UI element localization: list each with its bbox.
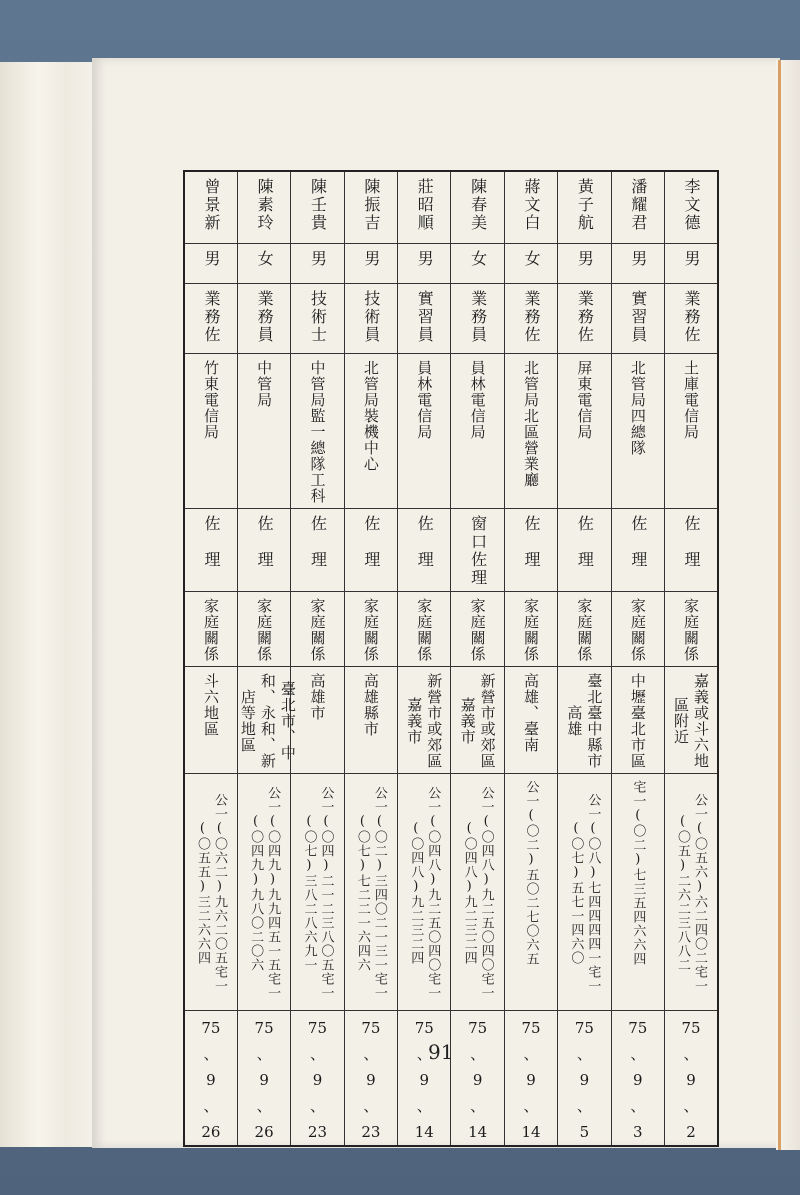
- area-cell: 新營市或郊區嘉義市: [398, 666, 451, 773]
- unit-cell: 北管局裝機中心: [344, 353, 397, 508]
- area-cell: 高雄縣市: [344, 666, 397, 773]
- grade-cell: 佐 理: [398, 508, 451, 591]
- date-year: 75: [574, 1018, 594, 1037]
- gender-cell: 女: [237, 243, 290, 283]
- grade-cell: 窗口佐理: [451, 508, 504, 591]
- title-cell: 業務員: [237, 283, 290, 353]
- gender-cell: 女: [504, 243, 557, 283]
- date-year: 75: [361, 1018, 381, 1037]
- grade-cell: 佐 理: [504, 508, 557, 591]
- page-edge-strip: [778, 60, 781, 1150]
- date-day: 23: [307, 1122, 328, 1141]
- row-date: [184, 1010, 718, 1146]
- date-day: 14: [468, 1122, 488, 1141]
- row-name: [184, 171, 718, 243]
- title-cell: 技術士: [291, 283, 344, 353]
- unit-cell: 員林電信局: [451, 353, 504, 508]
- row-title: [184, 283, 718, 353]
- phone-cell: 公一(〇二)三四〇二一三一宅一(〇七)七二二一六四六: [344, 773, 397, 1010]
- date-cell: 75 、 9 、 2: [665, 1010, 718, 1146]
- date-cell: 75 、 9 、 5: [558, 1010, 611, 1146]
- gender-cell: 男: [398, 243, 451, 283]
- name-cell: 陳壬貴: [291, 171, 344, 243]
- date-day: 5: [579, 1122, 590, 1141]
- grade-cell: 佐 理: [665, 508, 718, 591]
- title-cell: 實習員: [611, 283, 664, 353]
- page-number: 91: [428, 1040, 454, 1064]
- date-year: 75: [468, 1018, 488, 1037]
- unit-cell: 竹東電信局: [184, 353, 237, 508]
- date-day: 14: [521, 1122, 541, 1141]
- area-cell: 斗六地區: [184, 666, 237, 773]
- area-cell: 新營市或郊區嘉義市: [451, 666, 504, 773]
- gender-cell: 男: [611, 243, 664, 283]
- grade-cell: 佐 理: [611, 508, 664, 591]
- date-year: 75: [681, 1018, 701, 1037]
- date-cell: 75 、 9 、 23: [344, 1010, 397, 1146]
- relation-cell: 家庭關係: [504, 591, 557, 666]
- name-cell: 陳春美: [451, 171, 504, 243]
- date-year: 75: [628, 1018, 648, 1037]
- relation-cell: 家庭關係: [611, 591, 664, 666]
- date-year: 75: [307, 1018, 328, 1037]
- row-grade: [184, 508, 718, 591]
- phone-cell: 公一(〇五六)六二四〇二宅一(〇五)二六二三八八二: [665, 773, 718, 1010]
- gender-cell: 男: [665, 243, 718, 283]
- date-year: 75: [201, 1018, 221, 1037]
- date-month: 9: [259, 1070, 269, 1089]
- title-cell: 業務佐: [184, 283, 237, 353]
- phone-cell: 宅一(〇二)七三五四六六四: [611, 773, 664, 1010]
- name-cell: 黃子航: [558, 171, 611, 243]
- date-cell: 75 、 9 、 14: [504, 1010, 557, 1146]
- relation-cell: 家庭關係: [665, 591, 718, 666]
- title-cell: 技術員: [344, 283, 397, 353]
- title-cell: 業務佐: [504, 283, 557, 353]
- date-day: 26: [254, 1122, 274, 1141]
- name-cell: 陳振吉: [344, 171, 397, 243]
- date-month: 9: [206, 1070, 216, 1089]
- name-cell: 莊昭順: [398, 171, 451, 243]
- date-cell: 75 、 9 、 3: [611, 1010, 664, 1146]
- unit-cell: 北管局四總隊: [611, 353, 664, 508]
- date-day: 2: [686, 1122, 696, 1141]
- phone-cell: 公一(〇四八)九二五〇四〇宅一(〇四八)九二三二四: [398, 773, 451, 1010]
- date-cell: 75 、 9 、 26: [184, 1010, 237, 1146]
- title-cell: 實習員: [398, 283, 451, 353]
- phone-cell: 公一(〇四八)九二五〇四〇宅一(〇四八)九二三二四: [451, 773, 504, 1010]
- name-cell: 陳素玲: [237, 171, 290, 243]
- date-cell: 75 、 9 、 23: [291, 1010, 344, 1146]
- grade-cell: 佐 理: [184, 508, 237, 591]
- gender-cell: 男: [344, 243, 397, 283]
- name-cell: 蔣文白: [504, 171, 557, 243]
- relation-cell: 家庭關係: [451, 591, 504, 666]
- gender-cell: 男: [291, 243, 344, 283]
- relation-cell: 家庭關係: [344, 591, 397, 666]
- unit-cell: 土庫電信局: [665, 353, 718, 508]
- date-year: 75: [414, 1018, 434, 1037]
- gender-cell: 女: [451, 243, 504, 283]
- grade-cell: 佐 理: [344, 508, 397, 591]
- row-area: [184, 666, 718, 773]
- title-cell: 業務佐: [665, 283, 718, 353]
- date-day: 3: [633, 1122, 643, 1141]
- date-cell: 75 、 9 、 14: [398, 1010, 451, 1146]
- name-cell: 曾景新: [184, 171, 237, 243]
- gender-cell: 男: [558, 243, 611, 283]
- name-cell: 潘耀君: [611, 171, 664, 243]
- name-cell: 李文德: [665, 171, 718, 243]
- unit-cell: 中管局: [237, 353, 290, 508]
- date-day: 23: [361, 1122, 381, 1141]
- date-month: 9: [419, 1070, 430, 1089]
- row-unit: [184, 353, 718, 508]
- date-cell: 75 、 9 、 14: [451, 1010, 504, 1146]
- area-cell: 高雄、臺南: [504, 666, 557, 773]
- date-month: 9: [312, 1070, 323, 1089]
- unit-cell: 北管局北區營業廳: [504, 353, 557, 508]
- title-cell: 業務佐: [558, 283, 611, 353]
- grade-cell: 佐 理: [291, 508, 344, 591]
- date-cell: 75 、 9 、 26: [237, 1010, 290, 1146]
- transfer-records-table: [183, 170, 719, 1147]
- date-day: 26: [201, 1122, 221, 1141]
- area-cell: 嘉義或斗六地區附近: [665, 666, 718, 773]
- gender-cell: 男: [184, 243, 237, 283]
- date-month: 9: [633, 1070, 643, 1089]
- relation-cell: 家庭關係: [291, 591, 344, 666]
- relation-cell: 家庭關係: [398, 591, 451, 666]
- relation-cell: 家庭關係: [558, 591, 611, 666]
- relation-cell: 家庭關係: [184, 591, 237, 666]
- area-cell: 臺北市、中和、永和、新店等地區: [237, 666, 290, 773]
- date-month: 9: [472, 1070, 483, 1089]
- row-gender: [184, 243, 718, 283]
- row-phone: [184, 773, 718, 1010]
- phone-cell: 公一(〇二)五〇二七〇六五: [504, 773, 557, 1010]
- date-day: 14: [414, 1122, 434, 1141]
- phone-cell: 公一(〇六二)九六二〇五宅一(〇五五)三二六六四: [184, 773, 237, 1010]
- date-month: 9: [366, 1070, 376, 1089]
- phone-cell: 公一(〇八)七四四四四一宅一(〇七)五七一四六〇: [558, 773, 611, 1010]
- phone-cell: 公一(〇四)二一二三八〇五宅一(〇七)三八二八六九一: [291, 773, 344, 1010]
- date-year: 75: [521, 1018, 541, 1037]
- date-year: 75: [254, 1018, 274, 1037]
- grade-cell: 佐 理: [237, 508, 290, 591]
- relation-cell: 家庭關係: [237, 591, 290, 666]
- title-cell: 業務員: [451, 283, 504, 353]
- unit-cell: 屏東電信局: [558, 353, 611, 508]
- phone-cell: 公一(〇四九)九九四五一五宅一(〇四九)九八〇二〇六: [237, 773, 290, 1010]
- row-relation: [184, 591, 718, 666]
- unit-cell: 員林電信局: [398, 353, 451, 508]
- date-month: 9: [686, 1070, 696, 1089]
- unit-cell: 中管局監一總隊工科: [291, 353, 344, 508]
- area-cell: 臺北臺中縣市高雄: [558, 666, 611, 773]
- date-month: 9: [579, 1070, 590, 1089]
- grade-cell: 佐 理: [558, 508, 611, 591]
- date-month: 9: [526, 1070, 536, 1089]
- area-cell: 中壢臺北市區: [611, 666, 664, 773]
- left-page-edge: [0, 62, 95, 1147]
- area-cell: 高雄市: [291, 666, 344, 773]
